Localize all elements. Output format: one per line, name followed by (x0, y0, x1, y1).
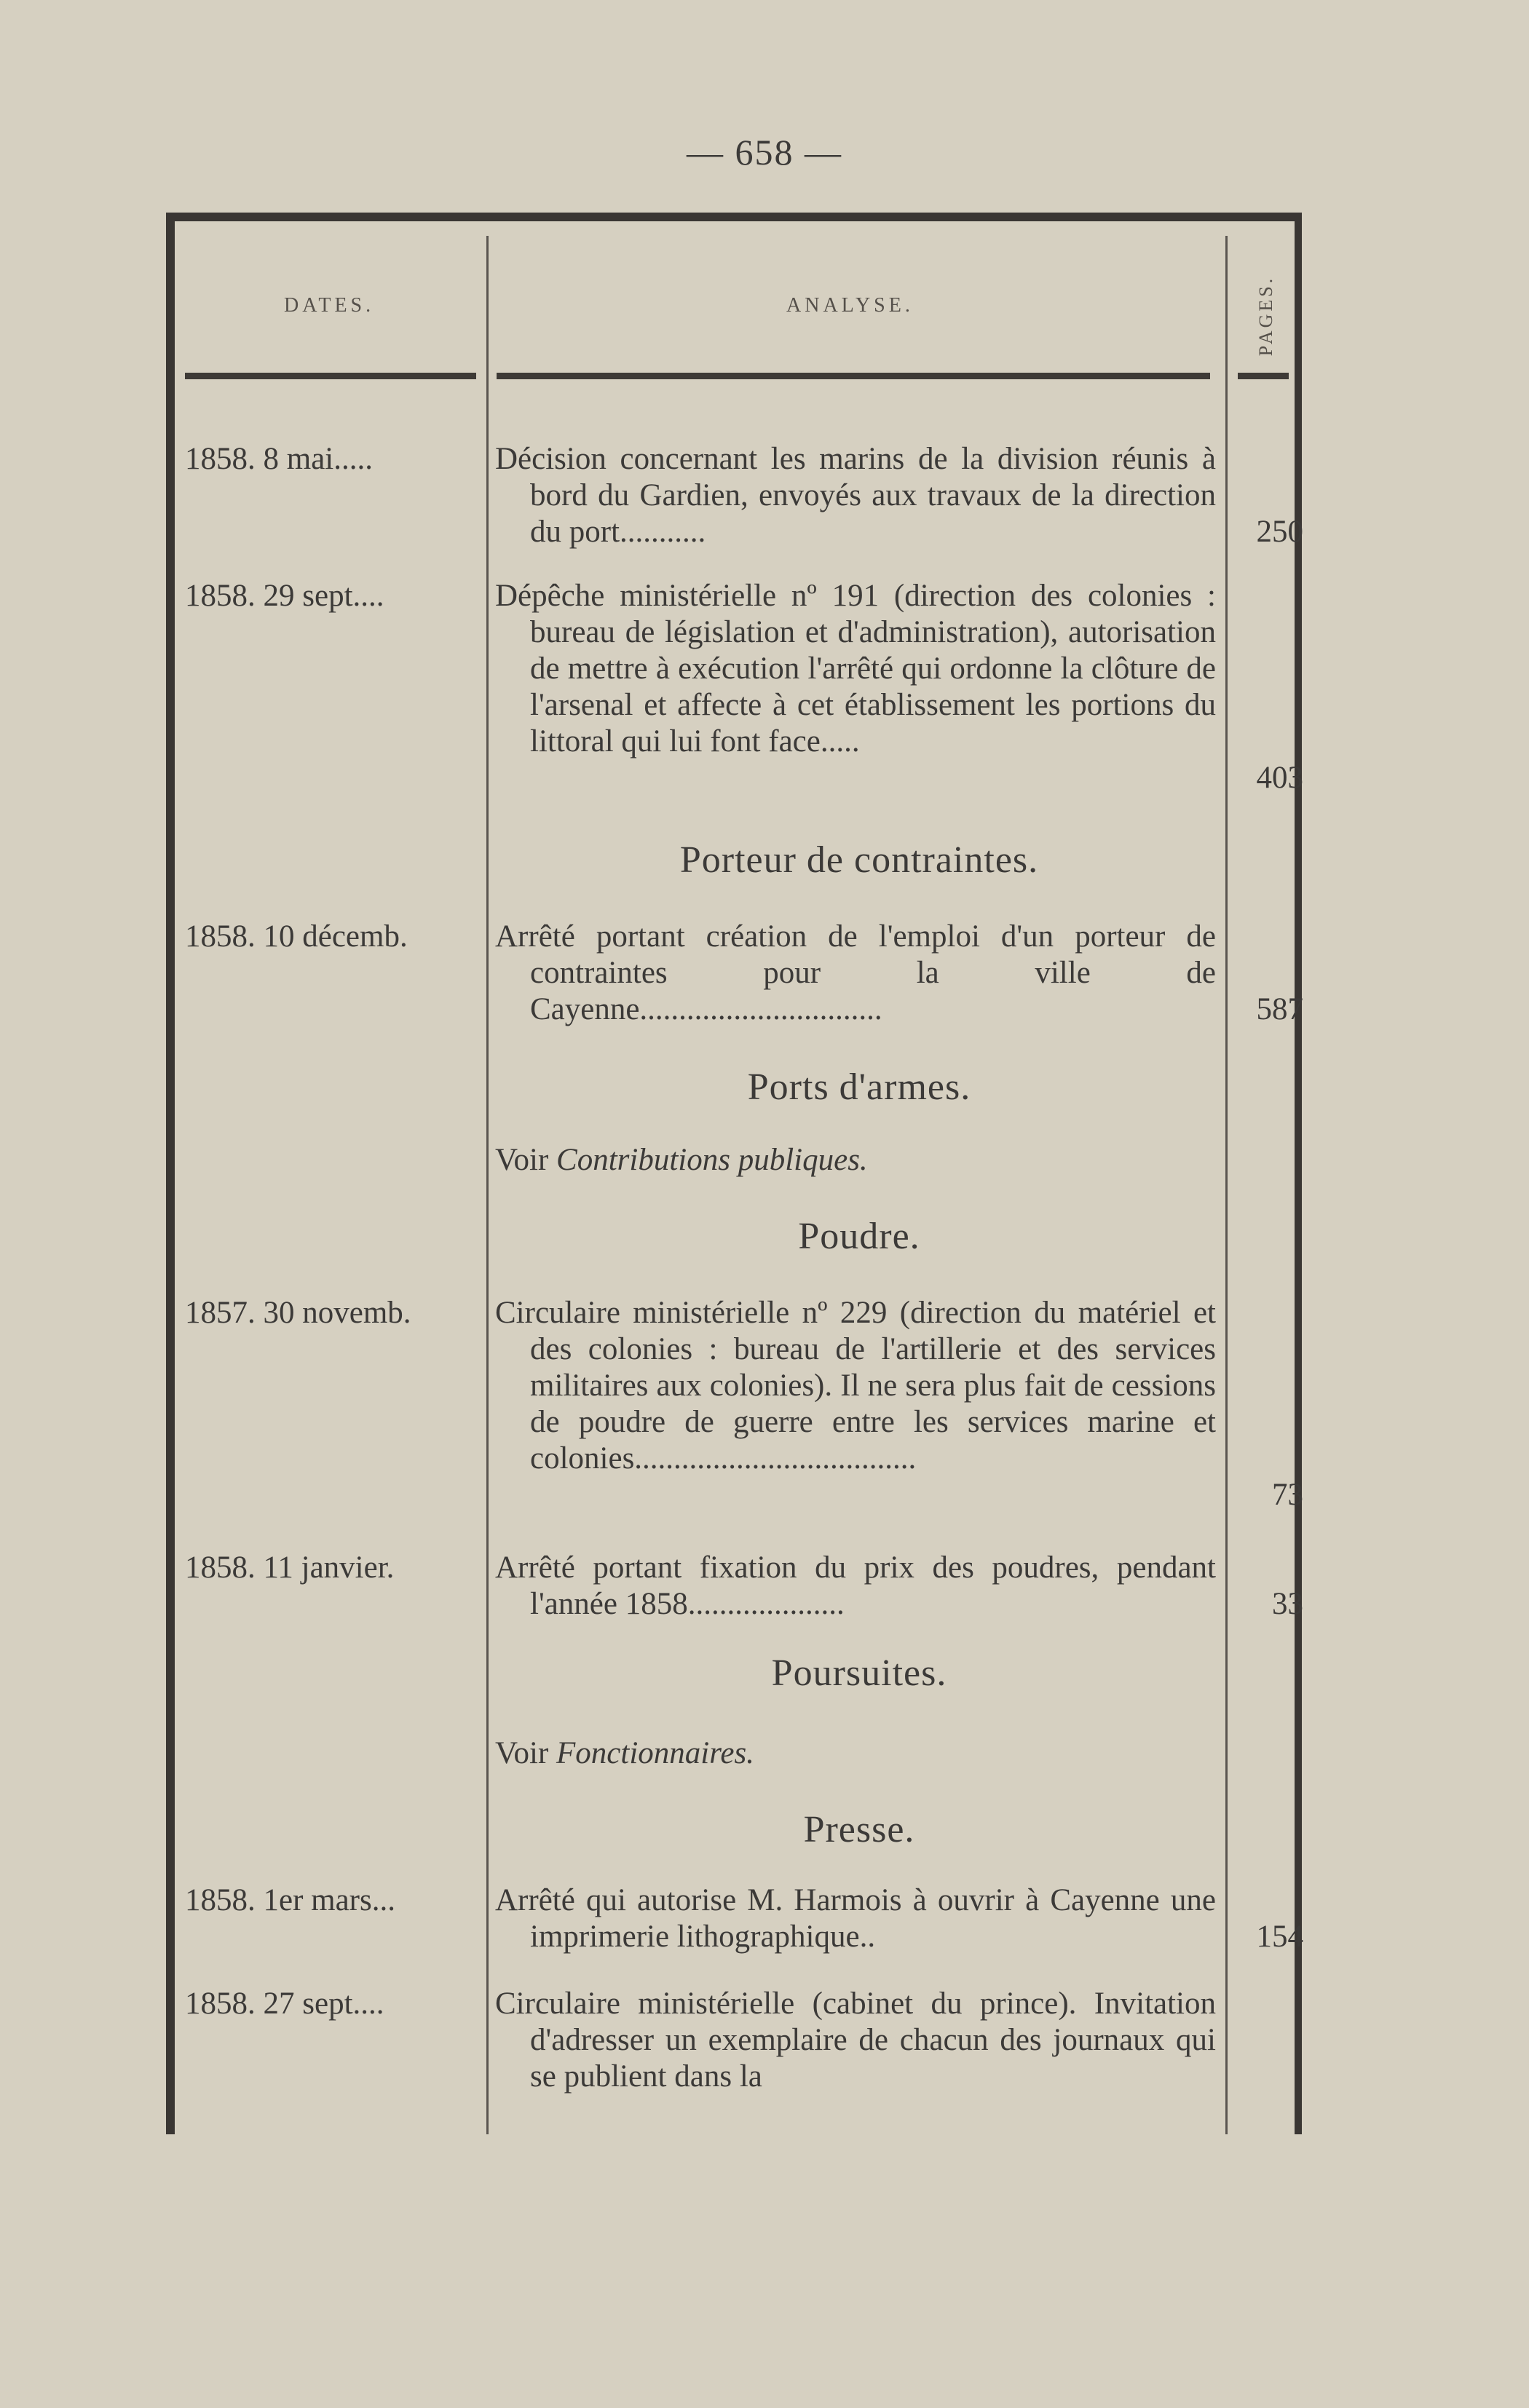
entry-analysis: Circulaire ministérielle nº 229 (direction du matériel et des colonies : bureau de l'artillerie et des services militaires aux colonies). Il ne sera plus fait de cessions de poudre de guerre entre les services marine et colonies.................................... (495, 1296, 1216, 1476)
header-rule-analyse (497, 373, 1210, 379)
voir-label: Voir (495, 1736, 549, 1770)
section-heading: Poudre. (798, 1216, 920, 1257)
header-pages-cell (1225, 254, 1307, 378)
entry-date: 1857. 30 novemb. (185, 1296, 411, 1330)
entry-page: 403 (1256, 761, 1303, 795)
entry-analysis: Décision concernant les marins de la division réunis à bord du Gardien, envoyés aux travaux de la direction du port........... (495, 442, 1216, 549)
entry-analysis: Arrêté portant fixation du prix des poudres, pendant l'année 1858.................... (495, 1550, 1216, 1621)
voir-target: Contributions publiques. (556, 1143, 868, 1177)
column-divider-pages (1225, 236, 1228, 2134)
header-pages: PAGES. (1255, 275, 1276, 357)
entry-page: 587 (1256, 992, 1303, 1026)
header-rule-pages (1238, 373, 1289, 379)
section-heading: Ports d'armes. (747, 1066, 971, 1108)
entry-analysis: Circulaire ministérielle (cabinet du prince). Invitation d'adresser un exemplaire de chacun des journaux qui se publient dans la (495, 1987, 1216, 2094)
entry-date: 1858. 1er mars... (185, 1883, 395, 1917)
header-rule-dates (185, 373, 476, 379)
entry-analysis: Arrêté qui autorise M. Harmois à ouvrir à Cayenne une imprimerie lithographique.. (495, 1883, 1216, 1954)
column-divider-dates (486, 236, 489, 2134)
entry-date: 1858. 27 sept.... (185, 1987, 384, 2021)
section-heading: Presse. (803, 1809, 915, 1850)
entry-analysis: Arrêté portant création de l'emploi d'un porteur de contraintes pour la ville de Cayenne............................... (495, 919, 1216, 1026)
entry-page: 250 (1256, 515, 1303, 549)
section-heading: Porteur de contraintes. (679, 839, 1039, 881)
entry-date: 1858. 29 sept.... (185, 579, 384, 613)
entry-analysis: Dépêche ministérielle nº 191 (direction des colonies : bureau de législation et d'administration), autorisation de mettre à exécution l'arrêté qui ordonne la clôture de l'arsenal et affecte à cet établissement les portions du littoral qui lui font face..... (495, 579, 1216, 759)
entry-date: 1858. 8 mai..... (185, 442, 373, 476)
voir-target: Fonctionnaires. (556, 1736, 754, 1770)
entry-page: 154 (1256, 1920, 1303, 1954)
entry-date: 1858. 11 janvier. (185, 1550, 395, 1585)
header-dates: DATES. (284, 294, 375, 317)
page-number: — 658 — (687, 132, 842, 173)
header-analyse: ANALYSE. (786, 294, 914, 317)
entry-page: 73 (1272, 1478, 1303, 1512)
cross-reference (495, 1142, 1216, 1178)
voir-label: Voir (495, 1143, 549, 1177)
index-table (166, 213, 1302, 2134)
entry-page: 33 (1272, 1587, 1303, 1621)
cross-reference (495, 1735, 1216, 1771)
section-heading: Poursuites. (771, 1652, 947, 1694)
entry-date: 1858. 10 décemb. (185, 919, 408, 954)
